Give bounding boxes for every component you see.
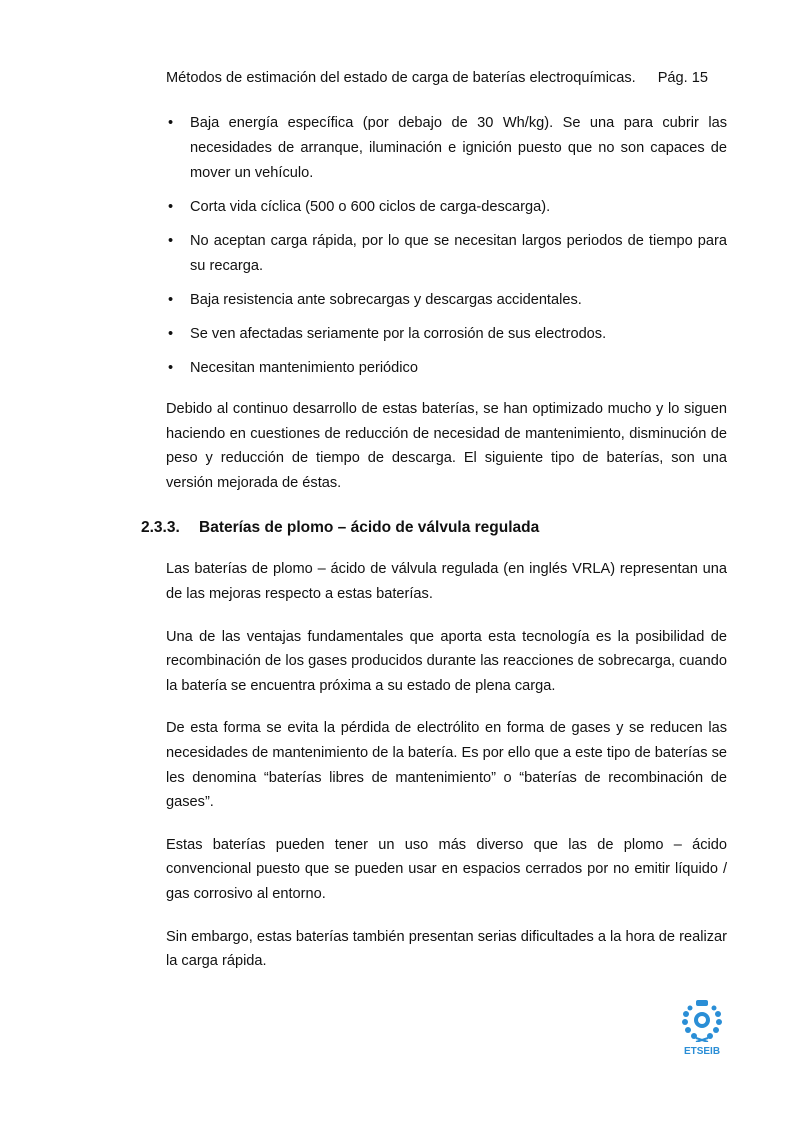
- section-number: 2.3.3.: [141, 519, 180, 537]
- paragraph: Debido al continuo desarrollo de estas baterías, se han optimizado mucho y lo siguen haciendo en cuestiones de reducción de necesidad de mantenimiento, disminución de peso y reducción de tiempo de descarga. El siguiente tipo de baterías, son una versión mejorada de éstas.: [166, 401, 727, 491]
- paragraph: Estas baterías pueden tener un uso más diverso que las de plomo – ácido convencional puesto que se pueden usar en espacios cerrados por no emitir líquido / gas corrosivo al entorno.: [166, 836, 727, 902]
- section-heading: [141, 517, 727, 539]
- page-body: [141, 111, 727, 992]
- page-number: Pág. 15: [657, 70, 708, 86]
- list-item: • Corta vida cíclica (500 o 600 ciclos de carga-descarga).: [166, 195, 727, 220]
- bullet-icon: •: [168, 115, 174, 131]
- list-item: • Baja resistencia ante sobrecargas y descargas accidentales.: [166, 288, 727, 313]
- crest-icon: [680, 998, 724, 1042]
- bullet-icon: •: [168, 292, 174, 308]
- list-item: • Se ven afectadas seriamente por la corrosión de sus electrodos.: [166, 322, 727, 347]
- bullet-list: [166, 111, 727, 381]
- bullet-icon: •: [168, 326, 174, 342]
- paragraph: Sin embargo, estas baterías también presentan serias dificultades a la hora de realizar la carga rápida.: [166, 928, 727, 970]
- page-header: [166, 70, 708, 86]
- logo-text: ETSEIB: [683, 1046, 721, 1057]
- section-title: Baterías de plomo – ácido de válvula regulada: [199, 519, 540, 537]
- list-item: • Necesitan mantenimiento periódico: [166, 356, 727, 381]
- paragraph: Las baterías de plomo – ácido de válvula regulada (en inglés VRLA) representan una de las mejoras respecto a estas baterías.: [166, 561, 727, 602]
- etseib-logo: [676, 998, 728, 1057]
- list-item: • Baja energía específica (por debajo de 30 Wh/kg). Se una para cubrir las necesidades de arranque, iluminación e ignición puesto que no son capaces de mover un vehículo.: [166, 111, 727, 186]
- paragraph: De esta forma se evita la pérdida de electrólito en forma de gases y se reducen las necesidades de mantenimiento de la batería. Es por ello que a este tipo de baterías se les denomina “baterías libres de mantenimiento” o “baterías de recombinación de gases”.: [166, 720, 727, 811]
- header-title: Métodos de estimación del estado de carga de baterías electroquímicas.: [166, 70, 636, 86]
- bullet-icon: •: [168, 199, 174, 215]
- bullet-icon: •: [168, 360, 174, 376]
- paragraph: Una de las ventajas fundamentales que aporta esta tecnología es la posibilidad de recombinación de los gases producidos durante las reacciones de sobrecarga, cuando la batería se encuentra próxima a su estado de plena carga.: [166, 628, 727, 694]
- list-item: • No aceptan carga rápida, por lo que se necesitan largos periodos de tiempo para su recarga.: [166, 229, 727, 279]
- bullet-icon: •: [168, 233, 174, 249]
